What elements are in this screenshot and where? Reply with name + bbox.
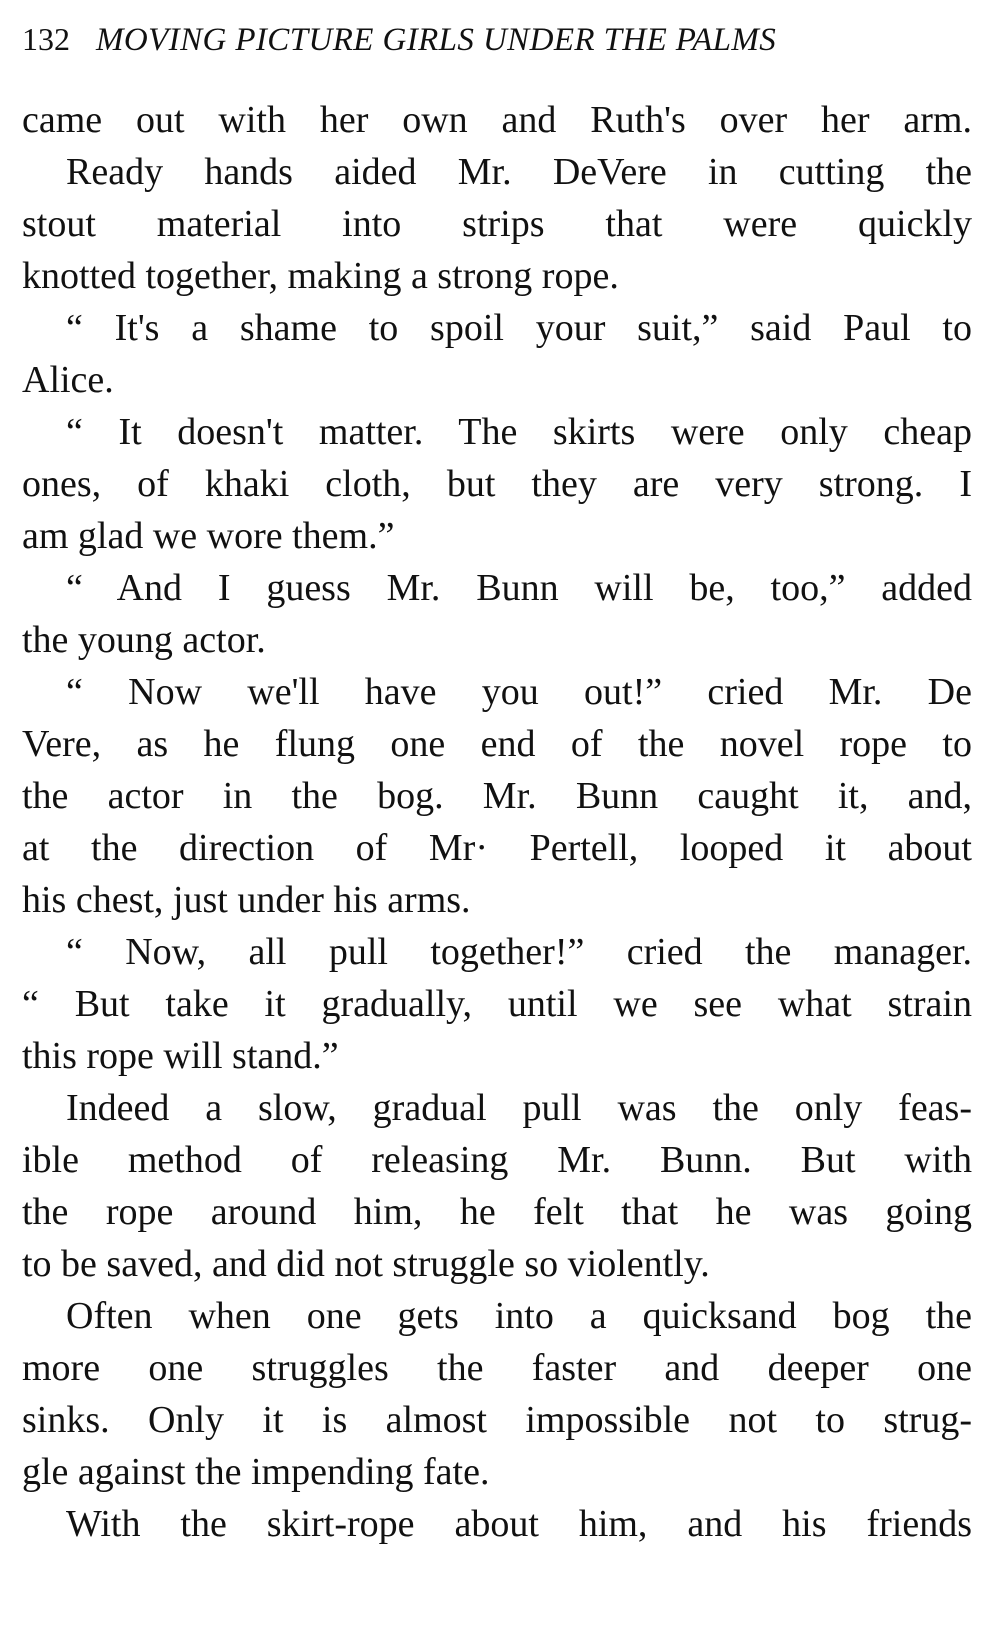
text-line: knotted together, making a strong rope.: [22, 255, 619, 297]
text-line: came out with her own and Ruth's over her arm.: [22, 99, 972, 141]
text-line: Often when one gets into a quicksand bog the: [66, 1295, 972, 1337]
text-line: ible method of releasing Mr. Bunn. But with: [22, 1139, 972, 1181]
text-line: ones, of khaki cloth, but they are very strong. I: [22, 463, 972, 505]
running-title: MOVING PICTURE GIRLS UNDER THE PALMS: [96, 22, 777, 58]
text-line: “ Now we'll have you out!” cried Mr. De: [66, 671, 972, 713]
text-line: stout material into strips that were quickly: [22, 203, 972, 245]
running-header: [22, 14, 972, 64]
text-line: this rope will stand.”: [22, 1035, 339, 1077]
text-line: “ Now, all pull together!” cried the manager.: [66, 931, 972, 973]
text-line: at the direction of Mr· Pertell, looped it about: [22, 827, 972, 869]
text-line: to be saved, and did not struggle so violently.: [22, 1243, 710, 1285]
text-line: am glad we wore them.”: [22, 515, 395, 557]
text-line: “ But take it gradually, until we see what strain: [22, 983, 972, 1025]
text-line: gle against the impending fate.: [22, 1451, 490, 1493]
text-line: sinks. Only it is almost impossible not to strug-: [22, 1399, 972, 1441]
text-line: his chest, just under his arms.: [22, 879, 471, 921]
text-line: the actor in the bog. Mr. Bunn caught it, and,: [22, 775, 972, 817]
text-line: Ready hands aided Mr. DeVere in cutting the: [66, 151, 972, 193]
text-line: With the skirt-rope about him, and his friends: [66, 1503, 972, 1545]
text-line: the rope around him, he felt that he was going: [22, 1191, 972, 1233]
text-line: the young actor.: [22, 619, 266, 661]
text-line: “ It's a shame to spoil your suit,” said Paul to: [66, 307, 972, 349]
text-line: Alice.: [22, 359, 114, 401]
text-line: Vere, as he flung one end of the novel rope to: [22, 723, 972, 765]
text-line: Indeed a slow, gradual pull was the only feas-: [66, 1087, 972, 1129]
text-line: “ It doesn't matter. The skirts were only cheap: [66, 411, 972, 453]
page-number: 132: [22, 21, 70, 57]
text-line: “ And I guess Mr. Bunn will be, too,” added: [66, 567, 972, 609]
text-line: more one struggles the faster and deeper one: [22, 1347, 972, 1389]
